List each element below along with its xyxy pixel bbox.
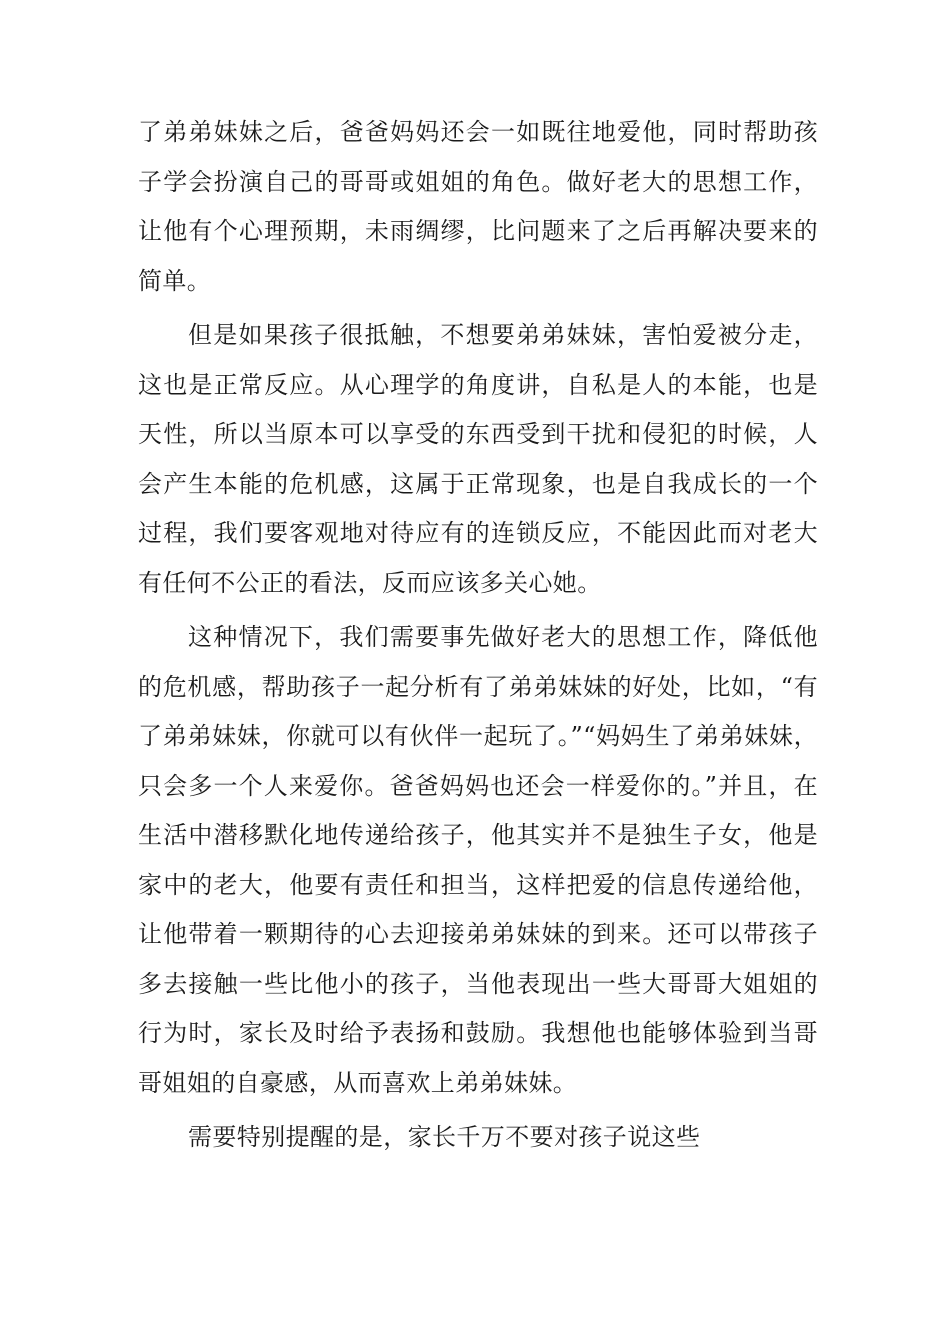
paragraph-4: 需要特别提醒的是，家长千万不要对孩子说这些 [188, 1123, 701, 1151]
paragraph-3: 这种情况下，我们需要事先做好老大的思想工作，降低他的危机感，帮助孩子一起分析有了弟弟妹妹的好处，比如，“有了弟弟妹妹，你就可以有伙伴一起玩了。”“妈妈生了弟弟妹妹，只会多一个人来爱你。爸爸妈妈也还会一样爱你的。”并且，在生活中潜移默化地传递给孩子，他其实并不是独生子女，他是家中的老大，他要有责任和担当，这样把爱的信息传递给他，让他带着一颗期待的心去迎接弟弟妹妹的到来。还可以带孩子多去接触一些比他小的孩子，当他表现出一些大哥哥大姐姐的行为时，家长及时给予表扬和鼓励。我想他也能够体验到当哥哥姐姐的自豪感，从而喜欢上弟弟妹妹。 [138, 623, 818, 1097]
paragraph-2: 但是如果孩子很抵触，不想要弟弟妹妹，害怕爱被分走，这也是正常反应。从心理学的角度讲，自私是人的本能，也是天性，所以当原本可以享受的东西受到干扰和侵犯的时候，人会产生本能的危机感，这属于正常现象，也是自我成长的一个过程，我们要客观地对待应有的连锁反应，不能因此而对老大有任何不公正的看法，反而应该多关心她。 [138, 321, 818, 597]
paragraph-1: 了弟弟妹妹之后，爸爸妈妈还会一如既往地爱他，同时帮助孩子学会扮演自己的哥哥或姐姐的角色。做好老大的思想工作，让他有个心理预期，未雨绸缪，比问题来了之后再解决要来的简单。 [138, 118, 818, 295]
document-page [138, 108, 818, 1168]
